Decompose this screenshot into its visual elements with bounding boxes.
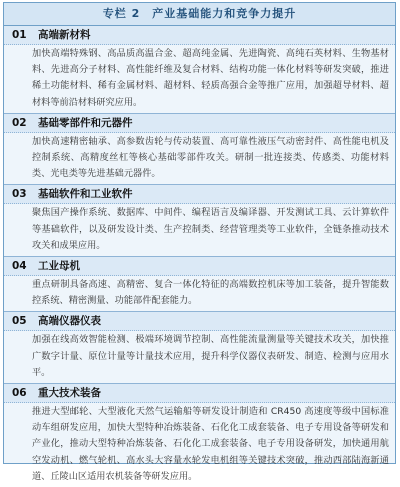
- section-body: 加强在线高效智能检测、极端环境调节控制、高性能流量测量等关键技术攻关，加快推广数字计量、原位计量等计量技术应用，提升科学仪器仪表研发、制造、检测与应用水平。: [32, 334, 389, 378]
- section-number: 05: [12, 315, 27, 328]
- section-number: 04: [12, 260, 27, 273]
- section-02: [4, 114, 395, 186]
- section-header: [4, 114, 395, 133]
- section-header: [4, 257, 395, 276]
- section-05: [4, 312, 395, 384]
- section-heading: 高端新材料: [38, 29, 91, 41]
- column-box: [3, 2, 396, 482]
- section-header: [4, 185, 395, 204]
- section-heading: 工业母机: [38, 260, 80, 273]
- section-number: 06: [12, 387, 27, 400]
- section-number: 02: [12, 116, 27, 129]
- section-header: [4, 26, 395, 45]
- section-body: 推进大型邮轮、大型液化天然气运输船等研发设计制造和 CR450 高速度等级中国标准动车组研发应用，加快大型特种冶炼装备、石化化工成套装备、电子专用设备等研发和产业化，推动大型特种冶炼装备、石化化工成套装备、电子专用设备研发，加快通用航空发动机、燃气轮机、高水头大容量水轮发电机组等关键技术突破，推动西部陆海新通道、丘陵山区适用农机装备等研发应用。: [32, 406, 389, 482]
- section-heading: 重大技术装备: [38, 387, 101, 400]
- section-number: 03: [12, 188, 27, 201]
- section-header: [4, 312, 395, 331]
- section-heading: 高端仪器仪表: [38, 315, 101, 328]
- section-number: 01: [12, 29, 27, 41]
- section-heading: 基础零部件和元器件: [38, 116, 133, 129]
- box-title: 专栏 2 产业基础能力和竞争力提升: [4, 3, 395, 26]
- section-06: [4, 384, 395, 487]
- section-04: [4, 257, 395, 312]
- section-01: [4, 26, 395, 114]
- section-03: [4, 185, 395, 257]
- section-body: 加快高速精密轴承、高参数齿轮与传动装置、高可靠性液压气动密封件、高性能电机及控制系统、高精度丝杠等核心基础零部件攻关。研制一批连接类、传感类、功能材料类、光电类等先进基础元器件。: [32, 135, 389, 180]
- section-body: 聚焦国产操作系统、数据库、中间件、编程语言及编译器、开发测试工具、云计算软件等基础软件，以及研发设计类、生产控制类、经营管理类等工业软件，全链条推动技术攻关和成果应用。: [32, 207, 389, 251]
- section-heading: 基础软件和工业软件: [38, 188, 133, 201]
- section-header: [4, 384, 395, 403]
- section-body: 加快高端特殊钢、高品质高温合金、超高纯金属、先进陶瓷、高纯石英材料、生物基材料、先进高分子材料、高性能纤维及复合材料、结构功能一体化材料等研发突破，推进稀土功能材料、稀有金属材料、超材料、轻质高强合金等推广应用，加强超导材料、超材料等前沿材料研究应用。: [32, 48, 389, 108]
- section-body: 重点研制具备高速、高精密、复合一体化特征的高端数控机床等加工装备，提升智能数控系统、精密测量、功能部件配套能力。: [32, 279, 389, 307]
